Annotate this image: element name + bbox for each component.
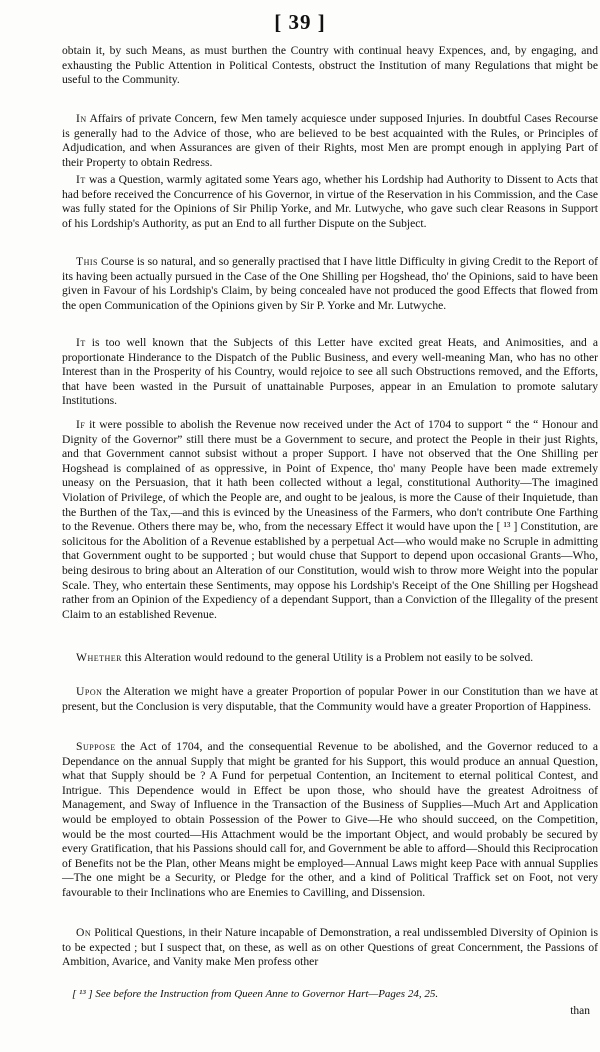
paragraph-lead: Suppose xyxy=(76,740,116,753)
paragraph-body: Affairs of private Concern, few Men tamely acquiesce under supposed Injuries. In doubtful Cases Recourse is generally had to the Advice of those, who are believed to be best acquainted with the Rules, or Principles of Adjudication, and when Assurances are given of their Rights, most Men are prompt enough in applying Part of their Property to obtain Redress. xyxy=(62,112,598,169)
paragraph-text xyxy=(62,926,598,970)
paragraph-body: it were possible to abolish the Revenue now received under the Act of 1704 to support “ the “ Honour and Dignity of the Governor” still there must be a Government to secure, and protect the People in their just Rights, and that Government cannot subsist without a proper Support. I have not observed that the One Shilling per Hogshead is complained of as oppressive, in Point of Expence, tho' many People have been made extremely uneasy on the Persuasion, that it hath been collected without a legal, constitutional Authority—The imagined Violation of Privilege, of which the People are, and ought to be jealous, is more the Cause of their Inquietude, than the Burthen of the Tax,—and this is evinced by the Uneasiness of the Farmers, who don't contribute One Farthing to the Revenue. Others there may be, who, from the necessary Effect it would have upon the [ ¹³ ] Constitution, are solicitous for the Abolition of a Revenue established by a perpetual Act—who would make no Scruple in admitting that Government ought to be supported ; but would chuse that Support to depend upon occasional Grants—Who, being desirous to bring about an Alteration of our Constitution, would wish to throw more Weight into the popular Scale. They, who entertain these Sentiments, may oppose his Lordship's Receipt of the One Shilling per Hogshead rather from an Opinion of the Expediency of a dependant Support, than a Conviction of the Illegality of the present Claim to an established Revenue. xyxy=(62,418,598,621)
paragraph-body: obtain it, by such Means, as must burthen the Country with continual heavy Expences, and, by engaging, and exhausting the Public Attention in Political Contests, obstruct the Institution of many Regulations that might be useful to the Community. xyxy=(62,44,598,87)
paragraph-text xyxy=(62,740,598,901)
paragraph-body: the Alteration we might have a greater Proportion of popular Power in our Constitution than we have at present, but the Conclusion is very disputable, that the Community would have a greater Proportion of Happiness. xyxy=(62,685,598,713)
paragraph-text xyxy=(62,255,598,313)
paragraph-3 xyxy=(62,173,598,231)
paragraph-body: the Act of 1704, and the consequential Revenue to be abolished, and the Governor reduced to a Dependance on the annual Supply that might be granted for his Support, this would produce an annual Question, what that Supply should be ? A Fund for perpetual Contention, an Incitement to eternal political Contest, and Intrigue. This Dependence would in Effect be upon those, who should have the greatest Adroitness of Management, and Sway of Influence in the Transaction of the Business of Supplies—Much Art and Application would be employed to obtain Possession of the Power to Give—He who should succeed, on the Competition, would be the most courted—His Attachment would be the important Object, and would probably be secured by every Gratification, that his Passions should call for, and Government be able to afford—Should this Reciprocation of Benefits not be the Plan, other Means might be employed—Annual Laws might keep Pace with annual Supplies—The one might be a Security, or Pledge for the other, and a kind of Political Traffick set on Foot, not very favourable to their Inclinations who are Enemies to Cavilling, and Dissension. xyxy=(62,740,598,899)
paragraph-text xyxy=(62,173,598,231)
paragraph-body: Course is so natural, and so generally practised that I have little Difficulty in giving Credit to the Report of its having been actually pursued in the Case of the One Shilling per Hogshead, tho' the Opinions, said to have been given in Favour of his Lordship's Claim, by being concealed have not produced the good Effects that flowed from the open Communication of the Opinions given by Sir P. Yorke and Mr. Lutwyche. xyxy=(62,255,598,312)
paragraph-text xyxy=(62,651,598,666)
paragraph-body: was a Question, warmly agitated some Years ago, whether his Lordship had Authority to Dissent to Acts that had before received the Concurrence of his Governor, in virtue of the Reservation in his Commission, and the Case was fully stated for the Opinions of Sir Philip Yorke, and Mr. Lutwyche, who gave such clear Reasons in Support of his Lordship's Authority, as put an End to all further Dispute on the Subject. xyxy=(62,173,598,230)
paragraph-lead: It xyxy=(76,336,86,349)
paragraph-lead: It xyxy=(76,173,86,186)
paragraph-9 xyxy=(62,740,598,901)
paragraph-lead: This xyxy=(76,255,98,268)
paragraph-5 xyxy=(62,336,598,409)
footnote: [ ¹³ ] See before the Instruction from Queen Anne to Governor Hart—Pages 24, 25. xyxy=(72,988,439,1000)
paragraph-2 xyxy=(62,112,598,170)
paragraph-7 xyxy=(62,651,598,666)
paragraph-lead: In xyxy=(76,112,87,125)
paragraph-lead: On xyxy=(76,926,92,939)
catchword: than xyxy=(570,1005,590,1017)
paragraph-8 xyxy=(62,685,598,714)
paragraph-text xyxy=(62,112,598,170)
paragraph-lead: If xyxy=(76,418,86,431)
paragraph-body: is too well known that the Subjects of this Letter have excited great Heats, and Animosities, and a proportionate Hinderance to the Dispatch of the Public Business, and every well-meaning Man, who has no other Interest than in the Prosperity of his Country, would rejoice to see all such Obstructions removed, and the Efforts, that have been wasted in the Pursuit of unattainable Purposes, appear in an Emulation to promote salutary Institutions. xyxy=(62,336,598,408)
paragraph-6 xyxy=(62,418,598,622)
paragraph-lead: Whether xyxy=(76,651,122,664)
page-number: [ 39 ] xyxy=(274,10,326,34)
paragraph-text xyxy=(62,44,598,88)
paragraph-text xyxy=(62,418,598,622)
paragraph-lead: Upon xyxy=(76,685,103,698)
paragraph-body: this Alteration would redound to the general Utility is a Problem not easily to be solved. xyxy=(122,651,534,664)
paragraph-4 xyxy=(62,255,598,313)
paragraph-10 xyxy=(62,926,598,970)
paragraph-body: Political Questions, in their Nature incapable of Demonstration, a real undissembled Diversity of Opinion is to be expected ; but I suspect that, on these, as well as on other Questions of great Concernment, the Passions of Ambition, Avarice, and Vanity make Men profess other xyxy=(62,926,598,969)
paragraph-text xyxy=(62,685,598,714)
paragraph-text xyxy=(62,336,598,409)
paragraph-1 xyxy=(62,44,598,88)
